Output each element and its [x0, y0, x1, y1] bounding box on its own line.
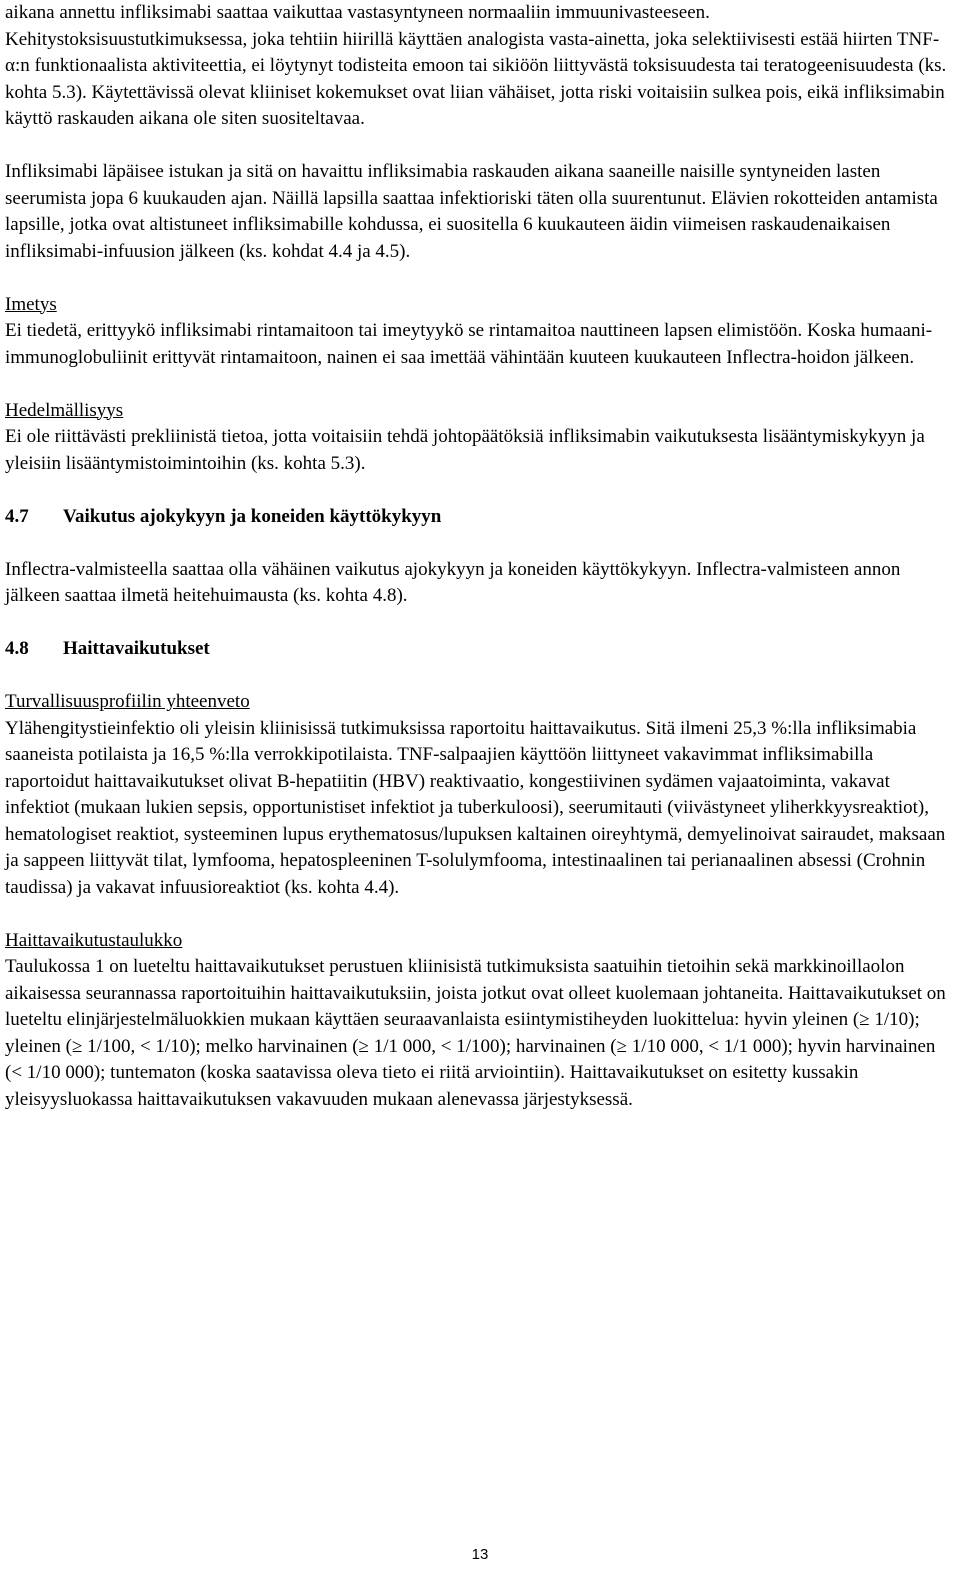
paragraph-pregnancy: aikana annettu infliksimabi saattaa vaikuttaa vastasyntyneen normaaliin immuunivasteeseen. Kehitystoksisuustutkimuksessa, joka tehtiin hiirillä käyttäen analogista vasta-ainetta, joka selektiivisesti estää hiirten TNF-α:n funktionaalista aktiviteettia, ei löytynyt todisteita emoon tai sikiöön liittyvästä toksisuudesta tai teratogeenisuudesta (ks. kohta 5.3). Käytettävissä olevat kliiniset kokemukset ovat liian vähäiset, jotta riski voitaisiin sulkea pois, eikä infliksimabin käyttö raskauden aikana ole siten suositeltavaa.: [5, 2, 947, 129]
section-title: Vaikutus ajokykyyn ja koneiden käyttökykyyn: [63, 505, 442, 527]
section-number: 4.7: [5, 505, 29, 527]
paragraph-haittavaikutustaulukko: Taulukossa 1 on lueteltu haittavaikutukset perustuen kliinisistä tutkimuksista saatuihin tietoihin sekä markkinoillaolon aikaisessa seurannassa raportoituihin haittavaikutuksiin, joista jotkut ovat olleet kuolemaan johtaneita. Haittavaikutukset on lueteltu elinjärjestelmäluokkien mukaan käyttäen seuraavanlaista esiintymistiheyden luokittelua: hyvin yleinen (≥ 1/10); yleinen (≥ 1/100, < 1/10); melko harvinainen (≥ 1/1 000, < 1/100); harvinainen (≥ 1/10 000, < 1/1 000); hyvin harvinainen (< 1/10 000); tuntematon (koska saatavissa oleva tieto ei riitä arviointiin). Haittavaikutukset on esitetty kussakin yleisyysluokassa haittavaikutuksen vakavuuden mukaan alenevassa järjestyksessä.: [5, 956, 946, 1110]
subheading-hedelmallisyys: Hedelmällisyys: [5, 399, 124, 421]
paragraph-placenta: Infliksimabi läpäisee istukan ja sitä on havaittu infliksimabia raskauden aikana saaneille naisille syntyneiden lasten seerumista jopa 6 kuukauden ajan. Näillä lapsilla saattaa infektioriski täten olla suurentunut. Elävien rokotteiden antamista lapsille, jotka ovat altistuneet infliksimabille kohdussa, ei suositella 6 kuukauteen äidin viimeisen raskaudenaikaisen infliksimabi-infuusion jälkeen (ks. kohdat 4.4 ja 4.5).: [5, 161, 938, 262]
paragraph-hedelmallisyys: Ei ole riittävästi prekliinistä tietoa, jotta voitaisiin tehdä johtopäätöksiä infliksimabin vaikutuksesta lisääntymiskykyyn ja yleisiin lisääntymistoimintoihin (ks. kohta 5.3).: [5, 426, 925, 474]
page-number: 13: [471, 1546, 489, 1563]
section-heading-4-8: [5, 636, 955, 663]
section-heading-4-7: [5, 504, 955, 531]
document-page: [5, 0, 955, 1113]
paragraph-ajokyky: Inflectra-valmisteella saattaa olla vähäinen vaikutus ajokykyyn ja koneiden käyttökykyyn. Inflectra-valmisteen annon jälkeen saattaa ilmetä heitehuimausta (ks. kohta 4.8).: [5, 558, 901, 606]
paragraph-imetys: Ei tiedetä, erittyykö infliksimabi rintamaitoon tai imeytyykö se rintamaitoa nauttineen lapsen elimistöön. Koska humaani-immunoglobuliinit erittyvät rintamaitoon, nainen ei saa imettää vähintään kuuteen kuukauteen Inflectra-hoidon jälkeen.: [5, 320, 933, 368]
section-number: 4.8: [5, 638, 29, 659]
subheading-imetys: Imetys: [5, 293, 57, 315]
section-title: Haittavaikutukset: [63, 638, 210, 659]
subheading-turvallisuusprofiili: Turvallisuusprofiilin yhteenveto: [5, 691, 250, 712]
subheading-haittavaikutustaulukko: Haittavaikutustaulukko: [5, 929, 183, 951]
paragraph-turvallisuusprofiili: Ylähengitystieinfektio oli yleisin kliinisissä tutkimuksissa raportoitu haittavaikutus. Sitä ilmeni 25,3 %:lla infliksimabia saaneista potilaista ja 16,5 %:lla verrokkipotilaista. TNF-salpaajien käyttöön liittyneet vakavimmat infliksimabilla raportoidut haittavaikutukset olivat B-hepatiitin (HBV) reaktivaatio, kongestiivinen sydämen vajaatoiminta, vakavat infektiot (mukaan lukien sepsis, opportunistiset infektiot ja tuberkuloosi), seerumitauti (viivästyneet yliherkkyysreaktiot), hematologiset reaktiot, systeeminen lupus erythematosus/lupuksen kaltainen oireyhtymä, demyelinoivat sairaudet, maksaan ja sappeen liittyvät tilat, lymfooma, hepatospleeninen T-solulymfooma, intestinaalinen tai perianaalinen absessi (Crohnin taudissa) ja vakavat infuusioreaktiot (ks. kohta 4.4).: [5, 717, 946, 898]
